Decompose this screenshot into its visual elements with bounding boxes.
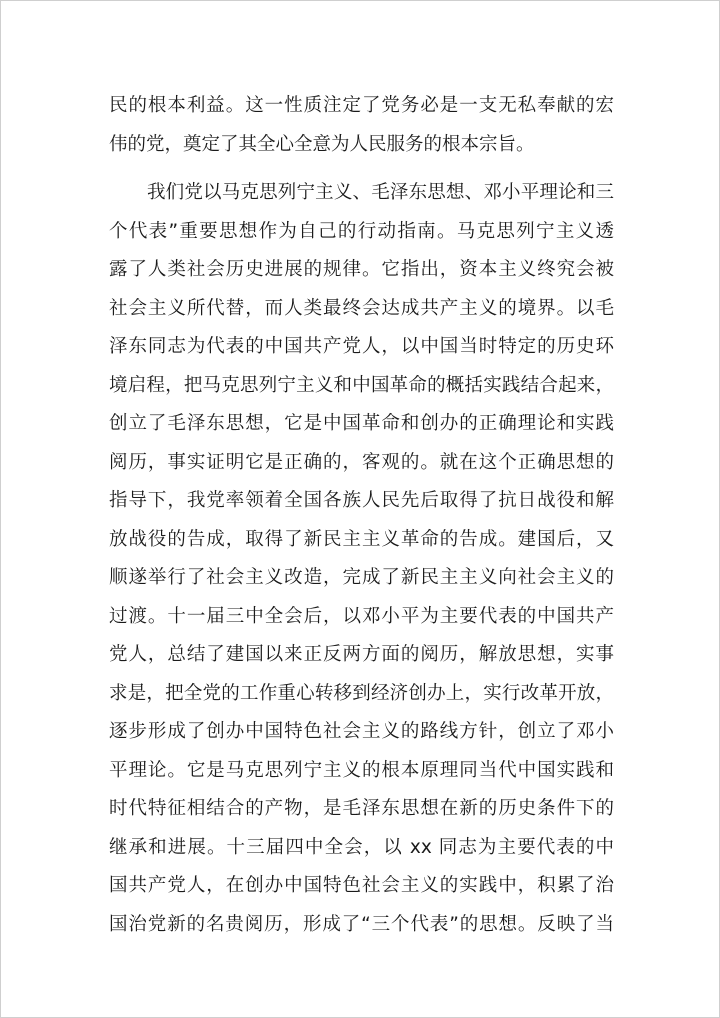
text-line: 时代特征相结合的产物，是毛泽东思想在新的历史条件下的 bbox=[109, 798, 614, 819]
text-line: 伟的党，奠定了其全心全意为人民服务的根本宗旨。 bbox=[109, 133, 535, 155]
text-line: 国共产党人，在创办中国特色社会主义的实践中，积累了治 bbox=[109, 875, 614, 896]
paragraph-1 bbox=[109, 87, 614, 164]
document-body bbox=[109, 87, 614, 944]
text-line: 继承和进展。十三届四中全会，以 xx 同志为主要代表的中 bbox=[109, 836, 614, 858]
text-line: 创立了毛泽东思想，它是中国革命和创办的正确理论和实践 bbox=[109, 413, 614, 434]
text-line: 党人，总结了建国以来正反两方面的阅历，解放思想，实事 bbox=[109, 644, 614, 665]
text-line: 过渡。十一届三中全会后，以邓小平为主要代表的中国共产 bbox=[109, 605, 614, 627]
text-line: 放战役的告成，取得了新民主主义革命的告成。建国后，又 bbox=[109, 528, 614, 550]
text-line: 露了人类社会历史进展的规律。它指出，资本主义终究会被 bbox=[109, 259, 614, 280]
text-line: 顺遂举行了社会主义改造，完成了新民主主义向社会主义的 bbox=[109, 567, 614, 588]
text-line: 我们党以马克思列宁主义、毛泽东思想、邓小平理论和三 bbox=[147, 182, 614, 203]
text-line: 逐步形成了创办中国特色社会主义的路线方针，创立了邓小 bbox=[109, 721, 614, 742]
text-line: 社会主义所代替，而人类最终会达成共产主义的境界。以毛 bbox=[109, 297, 614, 319]
text-line: 泽东同志为代表的中国共产党人，以中国当时特定的历史环 bbox=[109, 336, 614, 357]
text-line: 境启程，把马克思列宁主义和中国革命的概括实践结合起来， bbox=[109, 374, 614, 396]
text-line: 民的根本利益。这一性质注定了党务必是一支无私奉献的宏 bbox=[109, 95, 614, 116]
text-line: 阅历，事实证明它是正确的，客观的。就在这个正确思想的 bbox=[109, 451, 614, 473]
text-line: 个代表”重要思想作为自己的行动指南。马克思列宁主义透 bbox=[109, 220, 614, 242]
paragraph-2 bbox=[109, 174, 614, 944]
text-line: 国治党新的名贵阅历，形成了“三个代表”的思想。反映了当 bbox=[109, 913, 614, 935]
text-line: 指导下，我党率领着全国各族人民先后取得了抗日战役和解 bbox=[109, 490, 614, 511]
text-line: 平理论。它是马克思列宁主义的根本原理同当代中国实践和 bbox=[109, 759, 614, 781]
text-line: 求是，把全党的工作重心转移到经济创办上，实行改革开放， bbox=[109, 682, 614, 704]
